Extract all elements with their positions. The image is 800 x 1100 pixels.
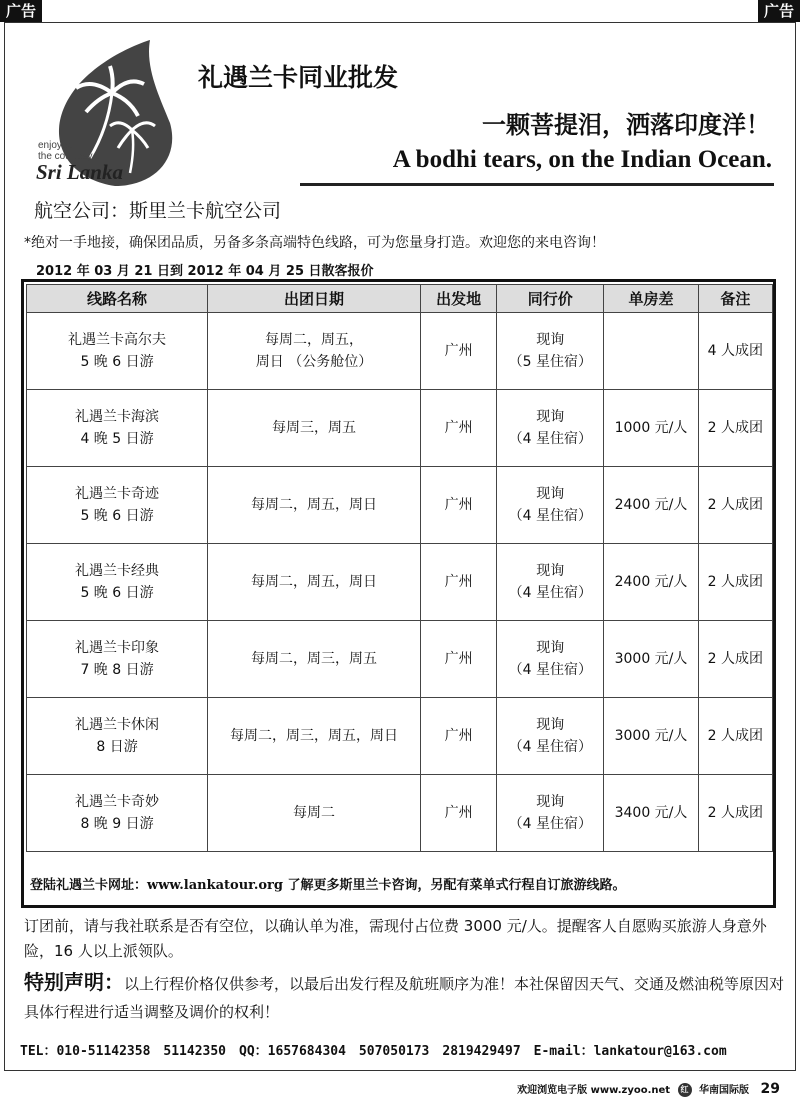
price-table-box xyxy=(21,279,776,908)
route-name-cell: 礼遇兰卡奇迹 5 晚 6 日游 xyxy=(27,467,208,544)
price-cell: 现询 （4 星住宿） xyxy=(497,621,604,698)
price-cell: 现询 （4 星住宿） xyxy=(497,775,604,852)
remark-cell: 2 人成团 xyxy=(698,467,772,544)
origin-cell: 广州 xyxy=(420,775,496,852)
origin-cell: 广州 xyxy=(420,390,496,467)
table-row xyxy=(27,775,773,852)
logo-tagline-2: the courtesy of xyxy=(38,151,104,162)
header-remark: 备注 xyxy=(698,285,772,313)
departure-date-cell: 每周二，周五，周日 xyxy=(208,467,421,544)
booking-notice: 订团前，请与我社联系是否有空位，以确认单为准，需现付占位费 3000 元/人。提醒客人自愿购买旅游人身意外险，16 人以上派领队。 xyxy=(24,917,767,960)
header-departure-date: 出团日期 xyxy=(208,285,421,313)
table-row xyxy=(27,698,773,775)
slogan-english: A bodhi tears, on the Indian Ocean. xyxy=(392,146,772,173)
single-supplement-cell: 3000 元/人 xyxy=(604,698,698,775)
table-row xyxy=(27,467,773,544)
route-name-cell: 礼遇兰卡经典 5 晚 6 日游 xyxy=(27,544,208,621)
header-origin: 出发地 xyxy=(420,285,496,313)
special-statement xyxy=(24,968,784,1026)
header-single-supplement: 单房差 xyxy=(604,285,698,313)
page-footer xyxy=(517,1081,780,1097)
price-cell: 现询 （4 星住宿） xyxy=(497,698,604,775)
single-supplement-cell: 1000 元/人 xyxy=(604,390,698,467)
remark-cell: 2 人成团 xyxy=(698,390,772,467)
special-statement-text: 以上行程价格仅供参考，以最后出发行程及航班顺序为准！本社保留因天气、交通及燃油税等原因对具体行程进行适当调整及调价的权利！ xyxy=(24,975,785,1021)
ad-title: 礼遇兰卡同业批发 xyxy=(198,63,399,92)
remark-cell: 4 人成团 xyxy=(698,313,772,390)
special-statement-label: 特别声明： xyxy=(24,970,124,994)
price-cell: 现询 （5 星住宿） xyxy=(497,313,604,390)
price-table xyxy=(26,284,773,852)
page-number: 29 xyxy=(760,1081,780,1097)
header-divider xyxy=(300,183,774,186)
logo-tagline-1: enjoyed xyxy=(38,140,74,151)
origin-cell: 广州 xyxy=(420,467,496,544)
price-cell: 现询 （4 星住宿） xyxy=(497,467,604,544)
ad-tag-right: 广告 xyxy=(758,0,800,22)
single-supplement-cell: 2400 元/人 xyxy=(604,544,698,621)
route-name-cell: 礼遇兰卡奇妙 8 晚 9 日游 xyxy=(27,775,208,852)
header-route-name: 线路名称 xyxy=(27,285,208,313)
route-name-cell: 礼遇兰卡休闲 8 日游 xyxy=(27,698,208,775)
table-row xyxy=(27,313,773,390)
departure-date-cell: 每周三，周五 xyxy=(208,390,421,467)
table-row xyxy=(27,621,773,698)
table-row xyxy=(27,544,773,621)
route-name-cell: 礼遇兰卡印象 7 晚 8 日游 xyxy=(27,621,208,698)
ad-tag-left: 广告 xyxy=(0,0,42,22)
remark-cell: 2 人成团 xyxy=(698,544,772,621)
table-header-row xyxy=(27,285,773,313)
website-line: 登陆礼遇兰卡网址：www.lankatour.org 了解更多斯里兰卡咨询，另配有菜单式行程自订旅游线路。 xyxy=(30,878,626,893)
origin-cell: 广州 xyxy=(420,698,496,775)
single-supplement-cell: 3000 元/人 xyxy=(604,621,698,698)
footer-brand: 华南国际版 xyxy=(699,1085,750,1096)
price-cell: 现询 （4 星住宿） xyxy=(497,544,604,621)
route-name-cell: 礼遇兰卡海滨 4 晚 5 日游 xyxy=(27,390,208,467)
route-name-cell: 礼遇兰卡高尔夫 5 晚 6 日游 xyxy=(27,313,208,390)
contact-line: TEL：010-51142358 51142350 QQ：1657684304 507050173 2819429497 E-mail：lankatour@163.com xyxy=(20,1044,727,1059)
footer-badge-icon: 红 xyxy=(678,1083,692,1097)
logo-brand: Sri Lanka xyxy=(36,160,123,184)
origin-cell: 广州 xyxy=(420,621,496,698)
service-note: *绝对一手地接，确保团品质，另备多条高端特色线路，可为您量身打造。欢迎您的来电咨询！ xyxy=(24,235,605,251)
remark-cell: 2 人成团 xyxy=(698,621,772,698)
origin-cell: 广州 xyxy=(420,544,496,621)
single-supplement-cell: 3400 元/人 xyxy=(604,775,698,852)
origin-cell: 广州 xyxy=(420,313,496,390)
airline-info: 航空公司：斯里兰卡航空公司 xyxy=(34,200,282,222)
departure-date-cell: 每周二，周三，周五 xyxy=(208,621,421,698)
single-supplement-cell xyxy=(604,313,698,390)
slogan-chinese: 一颗菩提泪，洒落印度洋！ xyxy=(482,110,770,139)
remark-cell: 2 人成团 xyxy=(698,775,772,852)
quote-period: 2012 年 03 月 21 日到 2012 年 04 月 25 日散客报价 xyxy=(36,264,374,279)
price-cell: 现询 （4 星住宿） xyxy=(497,390,604,467)
departure-date-cell: 每周二 xyxy=(208,775,421,852)
footer-website: 欢迎浏览电子版 www.zyoo.net xyxy=(517,1085,671,1096)
header-trade-price: 同行价 xyxy=(497,285,604,313)
departure-date-cell: 每周二，周五，周日 xyxy=(208,544,421,621)
remark-cell: 2 人成团 xyxy=(698,698,772,775)
single-supplement-cell: 2400 元/人 xyxy=(604,467,698,544)
departure-date-cell: 每周二，周五， 周日 （公务舱位） xyxy=(208,313,421,390)
departure-date-cell: 每周二，周三，周五，周日 xyxy=(208,698,421,775)
table-row xyxy=(27,390,773,467)
